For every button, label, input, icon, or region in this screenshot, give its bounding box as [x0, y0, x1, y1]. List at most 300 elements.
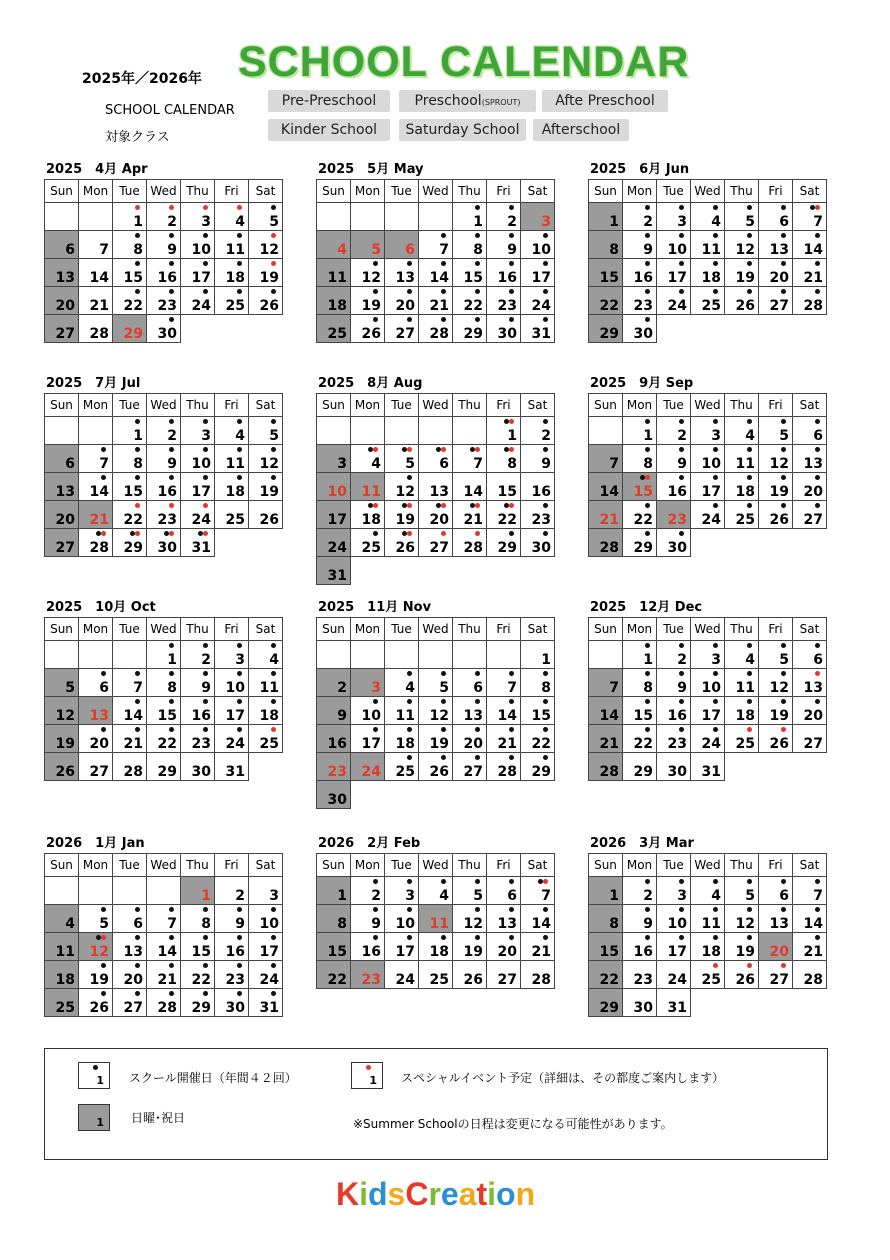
- day-cell: [453, 501, 487, 529]
- day-number: 6: [813, 652, 823, 668]
- day-number: 26: [769, 736, 789, 752]
- day-number: 20: [123, 972, 143, 988]
- day-cell: [215, 203, 249, 231]
- weekday-header: Sun: [45, 394, 79, 417]
- day-number: 20: [803, 708, 823, 724]
- day-cell: [487, 669, 521, 697]
- empty-cell: [351, 641, 385, 669]
- day-number: 27: [395, 326, 415, 342]
- day-number: 12: [259, 456, 279, 472]
- school-day-dot-icon: [203, 475, 208, 480]
- day-cell: [181, 501, 215, 529]
- weekday-header: Wed: [691, 180, 725, 203]
- day-number: 21: [157, 972, 177, 988]
- day-number: 31: [327, 568, 347, 584]
- day-number: 13: [463, 708, 483, 724]
- weekday-header: Wed: [419, 394, 453, 417]
- school-day-dot-icon: [747, 475, 752, 480]
- day-number: 11: [225, 242, 245, 258]
- month-title: 2026 3月 Mar: [590, 836, 694, 851]
- school-day-dot-icon: [543, 755, 548, 760]
- day-number: 7: [507, 680, 517, 696]
- day-number: 18: [701, 270, 721, 286]
- weekday-header: Mon: [79, 854, 113, 877]
- day-number: 17: [191, 484, 211, 500]
- day-number: 9: [167, 242, 177, 258]
- day-number: 19: [55, 736, 75, 752]
- school-day-dot-icon: [815, 289, 820, 294]
- day-cell: [691, 641, 725, 669]
- day-number: 9: [677, 456, 687, 472]
- school-day-dot-icon: [509, 755, 514, 760]
- school-day-dot-icon: [271, 475, 276, 480]
- day-cell: [317, 287, 351, 315]
- day-number: 4: [711, 214, 721, 230]
- school-day-dot-icon: [441, 935, 446, 940]
- school-day-dot-icon: [475, 233, 480, 238]
- school-day-dot-icon: [509, 727, 514, 732]
- month-title: 2025 4月 Apr: [46, 162, 148, 177]
- day-number: 28: [429, 326, 449, 342]
- day-cell: [453, 231, 487, 259]
- school-day-dot-icon: [713, 727, 718, 732]
- day-number: 21: [123, 736, 143, 752]
- empty-cell: [45, 417, 79, 445]
- day-cell: [589, 669, 623, 697]
- day-cell: [181, 989, 215, 1017]
- special-event-dot-icon: [101, 935, 106, 940]
- day-cell: [249, 231, 283, 259]
- empty-cell: [181, 315, 215, 343]
- weekday-header: Thu: [181, 180, 215, 203]
- day-cell: [249, 501, 283, 529]
- day-number: 8: [337, 916, 347, 932]
- school-day-dot-icon: [713, 671, 718, 676]
- weekday-header: Tue: [385, 180, 419, 203]
- day-number: 13: [803, 456, 823, 472]
- weekday-header: Thu: [453, 394, 487, 417]
- day-cell: [113, 417, 147, 445]
- day-number: 9: [371, 916, 381, 932]
- school-day-dot-icon: [645, 531, 650, 536]
- day-number: 5: [65, 680, 75, 696]
- school-day-dot-icon: [93, 1065, 98, 1070]
- day-number: 16: [667, 484, 687, 500]
- day-number: 2: [371, 888, 381, 904]
- empty-cell: [351, 781, 385, 809]
- school-day-dot-icon: [373, 289, 378, 294]
- school-day-dot-icon: [679, 671, 684, 676]
- day-cell: [45, 529, 79, 557]
- day-cell: [691, 445, 725, 473]
- school-day-dot-icon: [747, 447, 752, 452]
- day-number: 16: [225, 944, 245, 960]
- school-day-dot-icon: [543, 447, 548, 452]
- day-cell: [657, 989, 691, 1017]
- day-cell: [215, 753, 249, 781]
- day-number: 6: [439, 456, 449, 472]
- empty-cell: [249, 529, 283, 557]
- day-number: 15: [123, 270, 143, 286]
- empty-cell: [79, 877, 113, 905]
- day-number: 30: [191, 764, 211, 780]
- empty-cell: [521, 781, 555, 809]
- school-day-dot-icon: [645, 935, 650, 940]
- day-cell: [657, 417, 691, 445]
- special-event-dot-icon: [747, 727, 752, 732]
- day-number: 10: [395, 916, 415, 932]
- school-day-dot-icon: [135, 699, 140, 704]
- day-number: 14: [89, 484, 109, 500]
- school-day-dot-icon: [169, 233, 174, 238]
- day-number: 20: [395, 298, 415, 314]
- school-day-dot-icon: [679, 261, 684, 266]
- day-cell: [147, 725, 181, 753]
- weekday-header: Fri: [487, 180, 521, 203]
- day-cell: [453, 905, 487, 933]
- day-number: 5: [473, 888, 483, 904]
- school-day-dot-icon: [169, 699, 174, 704]
- school-day-dot-icon: [781, 699, 786, 704]
- day-cell: [317, 501, 351, 529]
- day-cell: [691, 877, 725, 905]
- weekday-header: Wed: [691, 618, 725, 641]
- day-cell: [487, 753, 521, 781]
- day-number: 17: [395, 944, 415, 960]
- school-day-dot-icon: [135, 233, 140, 238]
- day-cell: [725, 697, 759, 725]
- school-day-dot-icon: [407, 317, 412, 322]
- special-event-dot-icon: [509, 503, 514, 508]
- school-day-dot-icon: [509, 261, 514, 266]
- day-cell: [215, 417, 249, 445]
- day-cell: [453, 259, 487, 287]
- school-day-dot-icon: [747, 907, 752, 912]
- day-cell: [385, 315, 419, 343]
- day-number: 11: [701, 916, 721, 932]
- empty-cell: [419, 203, 453, 231]
- special-event-dot-icon: [543, 879, 548, 884]
- day-number: 10: [701, 456, 721, 472]
- school-day-dot-icon: [747, 503, 752, 508]
- day-cell: [691, 473, 725, 501]
- school-day-dot-icon: [509, 699, 514, 704]
- school-day-dot-icon: [373, 531, 378, 536]
- school-day-dot-icon: [271, 963, 276, 968]
- day-number: 10: [701, 680, 721, 696]
- day-cell: [521, 315, 555, 343]
- day-cell: [453, 473, 487, 501]
- day-cell: [453, 697, 487, 725]
- day-number: 16: [633, 270, 653, 286]
- school-day-dot-icon: [169, 261, 174, 266]
- day-number: 6: [813, 428, 823, 444]
- school-day-dot-icon: [203, 643, 208, 648]
- month-calendar: [316, 617, 555, 809]
- legend-school-day-sample: 1: [78, 1062, 110, 1089]
- day-number: 13: [55, 484, 75, 500]
- day-number: 19: [395, 512, 415, 528]
- day-cell: [453, 933, 487, 961]
- school-day-dot-icon: [815, 907, 820, 912]
- month-calendar: [316, 853, 555, 989]
- day-number: 24: [701, 736, 721, 752]
- day-number: 16: [157, 270, 177, 286]
- day-number: 2: [677, 428, 687, 444]
- day-number: 15: [599, 944, 619, 960]
- day-cell: [623, 259, 657, 287]
- class-chip-pre-preschool: Pre-Preschool: [268, 90, 390, 112]
- special-event-dot-icon: [815, 671, 820, 676]
- day-number: 20: [769, 270, 789, 286]
- day-number: 14: [497, 708, 517, 724]
- day-cell: [623, 203, 657, 231]
- day-cell: [623, 725, 657, 753]
- weekday-header: Thu: [181, 854, 215, 877]
- school-day-dot-icon: [679, 205, 684, 210]
- empty-cell: [759, 529, 793, 557]
- day-cell: [113, 259, 147, 287]
- day-cell: [45, 445, 79, 473]
- school-day-dot-icon: [203, 419, 208, 424]
- day-cell: [317, 231, 351, 259]
- day-cell: [419, 501, 453, 529]
- day-cell: [317, 877, 351, 905]
- day-cell: [351, 961, 385, 989]
- school-day-dot-icon: [237, 991, 242, 996]
- day-number: 9: [677, 680, 687, 696]
- day-number: 10: [225, 680, 245, 696]
- day-cell: [45, 259, 79, 287]
- weekday-header: Tue: [657, 394, 691, 417]
- day-number: 14: [429, 270, 449, 286]
- day-number: 6: [65, 242, 75, 258]
- day-cell: [351, 905, 385, 933]
- school-day-dot-icon: [407, 289, 412, 294]
- day-cell: [725, 259, 759, 287]
- day-cell: [419, 961, 453, 989]
- day-cell: [521, 259, 555, 287]
- day-cell: [147, 417, 181, 445]
- school-day-dot-icon: [747, 699, 752, 704]
- day-cell: [793, 961, 827, 989]
- day-number: 19: [463, 944, 483, 960]
- school-day-dot-icon: [543, 671, 548, 676]
- day-number: 21: [599, 512, 619, 528]
- school-day-dot-icon: [645, 879, 650, 884]
- day-number: 10: [667, 242, 687, 258]
- day-number: 14: [803, 916, 823, 932]
- day-number: 19: [769, 708, 789, 724]
- day-number: 28: [599, 764, 619, 780]
- weekday-header: Wed: [147, 618, 181, 641]
- class-chip-kinder-school: Kinder School: [268, 119, 390, 141]
- weekday-header: Sat: [249, 180, 283, 203]
- school-day-dot-icon: [475, 935, 480, 940]
- day-cell: [521, 417, 555, 445]
- school-day-dot-icon: [135, 289, 140, 294]
- weekday-header: Sat: [249, 394, 283, 417]
- day-number: 17: [701, 484, 721, 500]
- day-cell: [351, 231, 385, 259]
- day-cell: [249, 669, 283, 697]
- day-number: 22: [599, 972, 619, 988]
- day-cell: [521, 905, 555, 933]
- day-number: 24: [259, 972, 279, 988]
- weekday-header: Mon: [623, 180, 657, 203]
- special-event-dot-icon: [203, 503, 208, 508]
- subtitle: SCHOOL CALENDAR: [105, 103, 235, 118]
- day-cell: [793, 877, 827, 905]
- weekday-header: Thu: [725, 854, 759, 877]
- day-number: 21: [803, 944, 823, 960]
- school-day-dot-icon: [645, 419, 650, 424]
- school-day-dot-icon: [509, 233, 514, 238]
- empty-cell: [79, 417, 113, 445]
- day-cell: [623, 315, 657, 343]
- day-number: 24: [667, 972, 687, 988]
- weekday-header: Sat: [249, 618, 283, 641]
- day-number: 23: [667, 512, 687, 528]
- day-number: 7: [99, 456, 109, 472]
- day-number: 24: [225, 736, 245, 752]
- school-day-dot-icon: [543, 935, 548, 940]
- day-number: 30: [633, 1000, 653, 1016]
- school-day-dot-icon: [203, 991, 208, 996]
- day-cell: [215, 697, 249, 725]
- empty-cell: [725, 753, 759, 781]
- day-number: 19: [769, 484, 789, 500]
- day-cell: [487, 287, 521, 315]
- day-cell: [725, 961, 759, 989]
- day-cell: [487, 473, 521, 501]
- month-calendar: [588, 617, 827, 781]
- day-cell: [793, 231, 827, 259]
- school-day-dot-icon: [203, 727, 208, 732]
- day-cell: [147, 961, 181, 989]
- day-cell: [487, 259, 521, 287]
- day-number: 22: [123, 512, 143, 528]
- empty-cell: [419, 641, 453, 669]
- day-number: 24: [361, 764, 381, 780]
- day-cell: [589, 961, 623, 989]
- day-cell: [691, 697, 725, 725]
- day-number: 7: [473, 456, 483, 472]
- empty-cell: [793, 315, 827, 343]
- day-cell: [521, 697, 555, 725]
- day-cell: [657, 501, 691, 529]
- day-number: 27: [769, 298, 789, 314]
- special-event-dot-icon: [509, 419, 514, 424]
- day-number: 15: [157, 708, 177, 724]
- day-cell: [419, 753, 453, 781]
- day-cell: [79, 315, 113, 343]
- day-number: 15: [633, 484, 653, 500]
- weekday-header: Tue: [113, 180, 147, 203]
- day-number: 27: [89, 764, 109, 780]
- weekday-header: Mon: [623, 394, 657, 417]
- weekday-header: Wed: [147, 394, 181, 417]
- school-day-dot-icon: [407, 935, 412, 940]
- day-number: 7: [609, 456, 619, 472]
- weekday-header: Fri: [759, 180, 793, 203]
- special-event-dot-icon: [747, 963, 752, 968]
- day-number: 27: [55, 540, 75, 556]
- day-cell: [793, 417, 827, 445]
- school-day-dot-icon: [237, 289, 242, 294]
- weekday-header: Tue: [113, 854, 147, 877]
- month-calendar: [44, 853, 283, 1017]
- day-cell: [181, 259, 215, 287]
- day-cell: [589, 203, 623, 231]
- day-cell: [691, 203, 725, 231]
- day-cell: [79, 933, 113, 961]
- school-day-dot-icon: [203, 233, 208, 238]
- weekday-header: Sat: [521, 618, 555, 641]
- day-cell: [351, 529, 385, 557]
- day-number: 5: [779, 652, 789, 668]
- day-number: 4: [337, 242, 347, 258]
- weekday-header: Wed: [419, 854, 453, 877]
- day-number: 9: [643, 916, 653, 932]
- empty-cell: [521, 557, 555, 585]
- day-number: 7: [167, 916, 177, 932]
- weekday-header: Thu: [725, 394, 759, 417]
- month-calendar: [316, 179, 555, 343]
- school-day-dot-icon: [781, 907, 786, 912]
- day-cell: [521, 287, 555, 315]
- day-number: 4: [711, 888, 721, 904]
- school-day-dot-icon: [169, 289, 174, 294]
- day-number: 5: [745, 214, 755, 230]
- school-day-dot-icon: [747, 879, 752, 884]
- day-cell: [759, 877, 793, 905]
- weekday-header: Wed: [419, 180, 453, 203]
- school-day-dot-icon: [781, 643, 786, 648]
- weekday-header: Thu: [181, 394, 215, 417]
- day-cell: [725, 905, 759, 933]
- school-day-dot-icon: [747, 233, 752, 238]
- day-cell: [215, 501, 249, 529]
- day-number: 2: [167, 428, 177, 444]
- day-cell: [385, 753, 419, 781]
- day-cell: [113, 529, 147, 557]
- day-cell: [181, 905, 215, 933]
- day-number: 1: [643, 428, 653, 444]
- month-title: 2025 7月 Jul: [46, 376, 141, 391]
- school-day-dot-icon: [169, 671, 174, 676]
- empty-cell: [147, 877, 181, 905]
- day-cell: [419, 697, 453, 725]
- day-number: 15: [327, 944, 347, 960]
- day-cell: [793, 697, 827, 725]
- day-cell: [487, 697, 521, 725]
- school-day-dot-icon: [679, 907, 684, 912]
- day-cell: [351, 877, 385, 905]
- day-number: 16: [361, 944, 381, 960]
- day-cell: [79, 961, 113, 989]
- day-number: 23: [327, 764, 347, 780]
- day-cell: [725, 231, 759, 259]
- day-cell: [487, 203, 521, 231]
- weekday-header: Sat: [793, 618, 827, 641]
- empty-cell: [793, 753, 827, 781]
- day-number: 26: [769, 512, 789, 528]
- day-cell: [589, 445, 623, 473]
- day-number: 12: [769, 456, 789, 472]
- empty-cell: [725, 529, 759, 557]
- day-number: 16: [667, 708, 687, 724]
